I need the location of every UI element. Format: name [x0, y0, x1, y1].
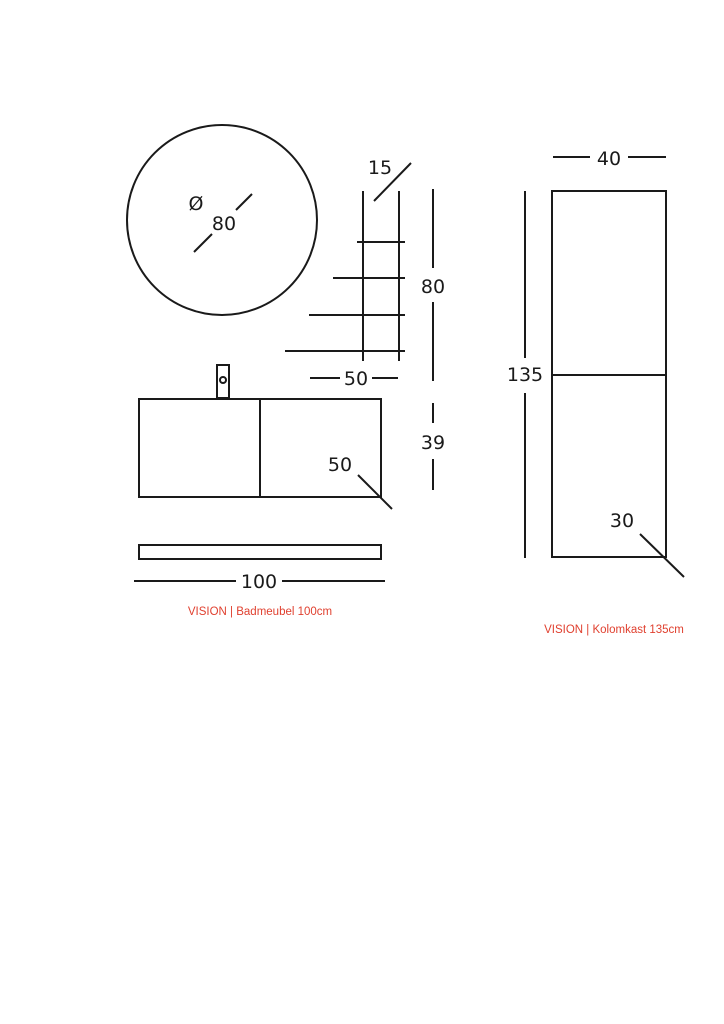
vanity-depth-leader [358, 475, 392, 509]
vanity-height-label: 39 [420, 432, 446, 454]
column-depth-label: 30 [609, 510, 635, 532]
vanity-width-label: 100 [240, 571, 278, 593]
vanity-cabinet [134, 365, 445, 618]
faucet-icon [217, 365, 229, 398]
faucet-handle [220, 377, 226, 383]
diameter-leader-lower [194, 234, 212, 252]
shelf-depth-label: 15 [367, 157, 393, 179]
shelf-height-label: 80 [420, 276, 446, 298]
column-width-label: 40 [596, 148, 622, 170]
column-height-label: 135 [506, 364, 544, 386]
diameter-leader-upper [236, 194, 252, 210]
mirror-diameter-label: 80 [211, 213, 237, 235]
column-cabinet [507, 148, 684, 636]
round-mirror [127, 125, 317, 315]
vanity-top-view [139, 545, 381, 559]
ladder-shelf [285, 157, 445, 390]
vanity-depth-label: 50 [327, 454, 353, 476]
vanity-caption: VISION | Badmeubel 100cm [187, 606, 333, 618]
column-depth-leader [640, 534, 684, 577]
diameter-symbol: Ø [188, 193, 204, 215]
column-caption: VISION | Kolomkast 135cm [544, 624, 684, 636]
shelf-width-label: 50 [343, 368, 369, 390]
